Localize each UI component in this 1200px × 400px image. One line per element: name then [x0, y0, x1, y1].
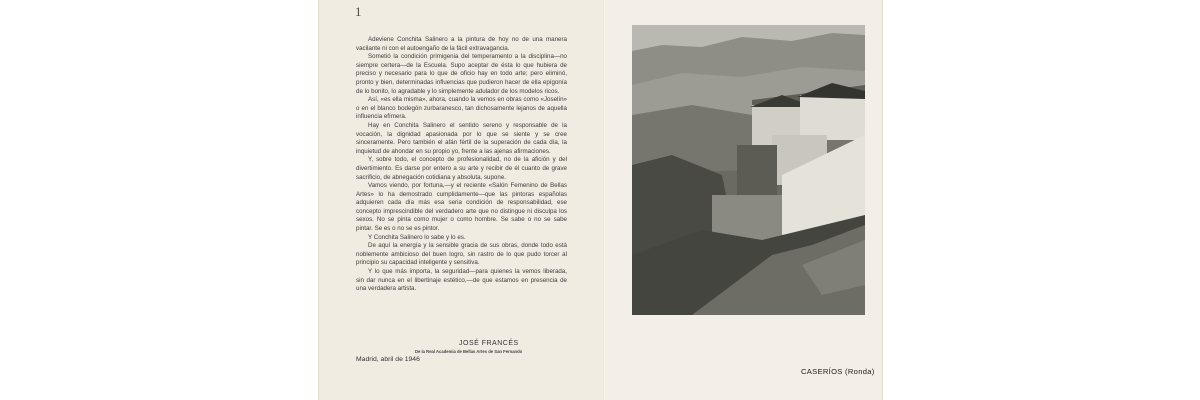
place-date: Madrid, abril de 1946	[356, 356, 420, 363]
left-page	[318, 0, 604, 400]
paragraph: Y, sobre todo, el concepto de profesionalidad, no de la afición y del divertimiento. Es darse por entero a su arte y recibir de él cuanto de grave sacrificio, de abnegación cotidiana y absoluta, supone.	[356, 156, 567, 181]
signature-name: JOSÉ FRANCÉS	[459, 340, 519, 347]
painting-reproduction	[632, 25, 865, 315]
paragraph: Hay en Conchita Salinero el sentido sereno y responsable de la vocación, la dignidad apasionada por lo que se siente y se cree sinceramente. Pero también el afán fértil de la superación de cada día, la inquietud de ahondar en su propio yo, frente a las ajenas afirmaciones.	[356, 121, 567, 155]
paragraph: Así, «es ella misma», ahora, cuando la vemos en obras como «Joselín» o en el blanco bodegón zurbaranesco, tan dichosamente lejanos de aquella influencia efímera.	[356, 96, 567, 121]
paragraph: Y lo que más importa, la seguridad—para quienes la vemos liberada, sin dar nunca en el libertinaje estético,—de que estamos en presencia de una verdadera artista.	[356, 268, 567, 293]
signature-title: De la Real Academia de Bellas Artes de San Fernando	[415, 349, 523, 354]
paragraph: De aquí la energía y la sensible gracia de sus obras, donde todo está noblemente ambicioso del buen logro, sin rastro de lo que pudo torcer al principio su capacidad inteligente y sensitiva.	[356, 242, 567, 267]
painting-caption: CASERÍOS (Ronda)	[801, 367, 875, 376]
paragraph: Sometió la condición primigenia del temperamento a la disciplina—no siempre certera—de la Escuela. Supo aceptar de ésta lo que hubiera de preciso y necesario para lo que de oficio hay en todo arte; pero eliminó, pronto y bien, determinadas influencias que pudieron hacer de ella epígonía de lo bonito, lo agradable y lo simplemente adulador de los modelos ricos.	[356, 53, 567, 95]
painting-image	[632, 25, 865, 315]
paragraph: Vamos viendo, por fortuna,—y el reciente «Salón Femenino de Bellas Artes» lo ha demostrado cumplidamente—que las pintoras españolas adquieren cada día más esa seria condición de responsabilidad, ese concepto imprescindible del verdadero arte que no distingue ni disculpa los sexos. No se pinta como mujer o como hombre. Se sabe o no se sabe pintar. Se es o no se es pintor.	[356, 182, 567, 233]
page-number: 1	[355, 4, 362, 19]
paragraph: Adeviene Conchita Salinero a la pintura de hoy no de una manera vacilante ni con el autoengaño de la fácil extravagancia.	[356, 36, 567, 52]
essay-text	[356, 36, 567, 294]
paragraph: Y Conchita Salinero lo sabe y lo es.	[368, 233, 466, 241]
right-page	[605, 0, 883, 400]
